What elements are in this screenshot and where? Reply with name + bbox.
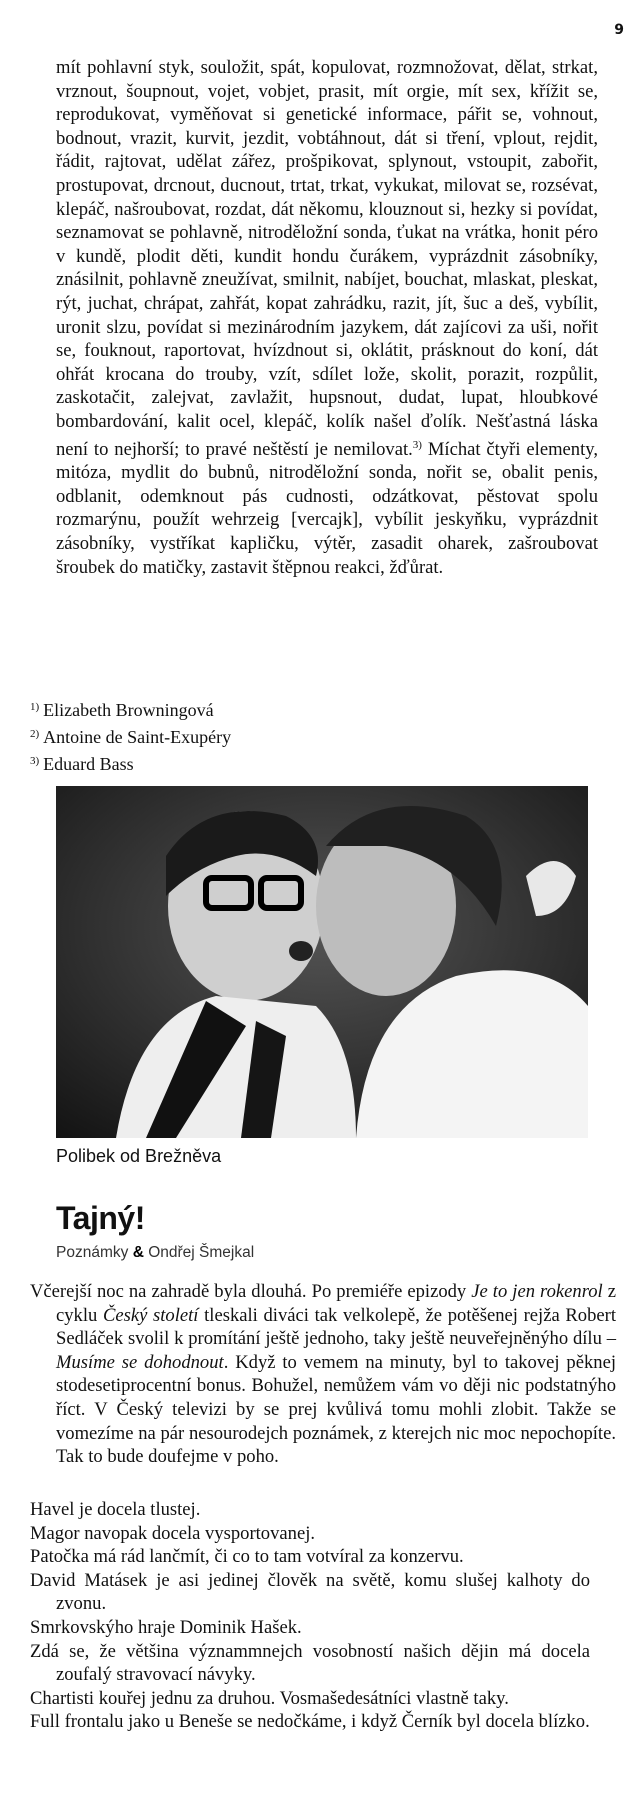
note-item: Magor navopak docela vysportovanej.: [30, 1522, 316, 1544]
footnote-mark: 1): [30, 701, 40, 713]
main-text-body: mít pohlavní styk, souložit, spát, kopulovat, rozmnožovat, dělat, strkat, vrznout, šoupnout, vojet, vobjet, prasit, mít orgie, mít sex, křížit se, reprodukovat, vyměňovat si genetické informace, pářit se, vohnout, bodnout, vrazit, kurvit, jezdit, vobtáhnout, dát si tření, vplout, rejdit, řádit, rajtovat, udělat zářez, prošpikovat, splynout, vstoupit, zabořit, prostupovat, drcnout, ducnout, trtat, trkat, vykukat, milovat se, rozsévat, klepáč, našroubovat, rozdat, dát někomu, klouznout si, hezky si povídat, seznamovat se pohlavně, nitroděložní sonda, ťukat na vrátka, honit péro v kundě, plodit děti, kundit hondu čurákem, vyprázdnit zásobníky, znásilnit, pohlavně zneužívat, smilnit, nabíjet, bouchat, mlaskat, pleskat, rýt, juchat, chrápat, zahřát, kopat zahrádku, razit, jít, šuc a deš, vybílit, uronit slzu, povídat si mezinárodním jazykem, dát zajícovi za uši, nořit se, fouknout, raportovat, hvízdnout si, oklátit, prásknout do koní, dát ohřát krocana do trouby, vzít, sdílet lože, skolit, porazit, rozpůlit, zaskotačit, zalejvat, zavlažit, hupsnout, dudat, lupat, hloubkové bombardování, kalit ocel, klepáč, kolík našel ďolík. Nešťastná láska není to nejhorší; to pravé neštěstí je nemilovat.: [56, 57, 598, 460]
footnote-ref: 3): [412, 438, 422, 451]
footnotes: [30, 695, 231, 776]
intro-text: z cyklu: [56, 1281, 616, 1326]
note-item: David Matásek je asi jedinej člověk na světě, komu slušej kalhoty do zvonu.: [30, 1569, 590, 1615]
photo: [56, 786, 588, 1138]
footnote: [30, 749, 231, 776]
note-item: Havel je docela tlustej.: [30, 1499, 201, 1520]
note-item: Patočka má rád lančmít, či co to tam votvíral za konzervu.: [30, 1546, 464, 1568]
note-item: Smrkovskýho hraje Dominik Hašek.: [30, 1616, 302, 1638]
footnote: [30, 722, 231, 749]
byline-ampersand: &: [132, 1244, 144, 1261]
byline-label: Poznámky: [56, 1244, 129, 1261]
article-intro: [30, 1280, 616, 1469]
intro-italic-title: Český století: [102, 1304, 199, 1326]
photo-caption: Polibek od Brežněva: [56, 1146, 222, 1166]
intro-text: . Když to vemem na minuty, byl to takovej pěknej stodesetiprocentní bonus. Bohužel, nemůžem vám vo ději nic podstatnýho říct. V Český televizi by se prej kvůlivá tomu mohli zlobit. Takže se vomezíme na pár nesourodejch poznámek, z kterejch nic moc nepochopíte. Tak to bude doufejme v poho.: [56, 1351, 616, 1468]
photo-image: [56, 786, 588, 1138]
footnote-mark: 3): [30, 755, 40, 767]
note-item: Zdá se, že většina význammnejch vosobností našich dějin má docela zoufalý stravovací návyky.: [30, 1640, 590, 1686]
intro-italic-title: Musíme se dohodnout: [56, 1351, 224, 1373]
page-number: 9: [614, 22, 624, 38]
footnote-text: Elizabeth Browningová: [43, 700, 214, 720]
intro-text: Včerejší noc na zahradě byla dlouhá. Po premiéře epizody: [30, 1281, 472, 1302]
intro-italic-title: Je to jen rokenrol: [471, 1281, 603, 1302]
footnote-mark: 2): [30, 728, 40, 740]
note-item: Chartisti kouřej jednu za druhou. Vosmašedesátníci vlastně taky.: [30, 1687, 509, 1709]
note-item: Full frontalu jako u Beneše se nedočkáme, i když Černík byl docela blízko.: [30, 1711, 590, 1733]
footnote-text: Antoine de Saint-Exupéry: [43, 727, 232, 747]
footnote: [30, 695, 231, 722]
article-title: Tajný!: [56, 1200, 145, 1236]
byline: [56, 1244, 254, 1262]
intro-text: tleskali diváci tak velkolepě, že potěšenej rejža Robert Sedláček svolil k promítání ještě jednoho, taky ještě neuveřejněnýho dílu –: [56, 1304, 616, 1350]
main-text-tail: Míchat čtyři elementy, mitóza, mydlit do bubnů, nitroděložní sonda, nořit se, obalit penis, odblanit, odemknout pás cudnosti, odzátkovat, pěstovat spolu rozmarýnu, použít wehrzeig [vercajk], vybílit jeskyňku, vyprázdnit zásobníky, vystříkat kapličku, výtěr, zasadit oharek, zašroubovat šroubek do matičky, zastavit štěpnou reakci, žďůrat.: [56, 438, 598, 578]
byline-author: Ondřej Šmejkal: [148, 1244, 255, 1261]
footnote-text: Eduard Bass: [43, 754, 134, 774]
article-notes: [30, 1498, 590, 1734]
main-text: [56, 56, 598, 579]
